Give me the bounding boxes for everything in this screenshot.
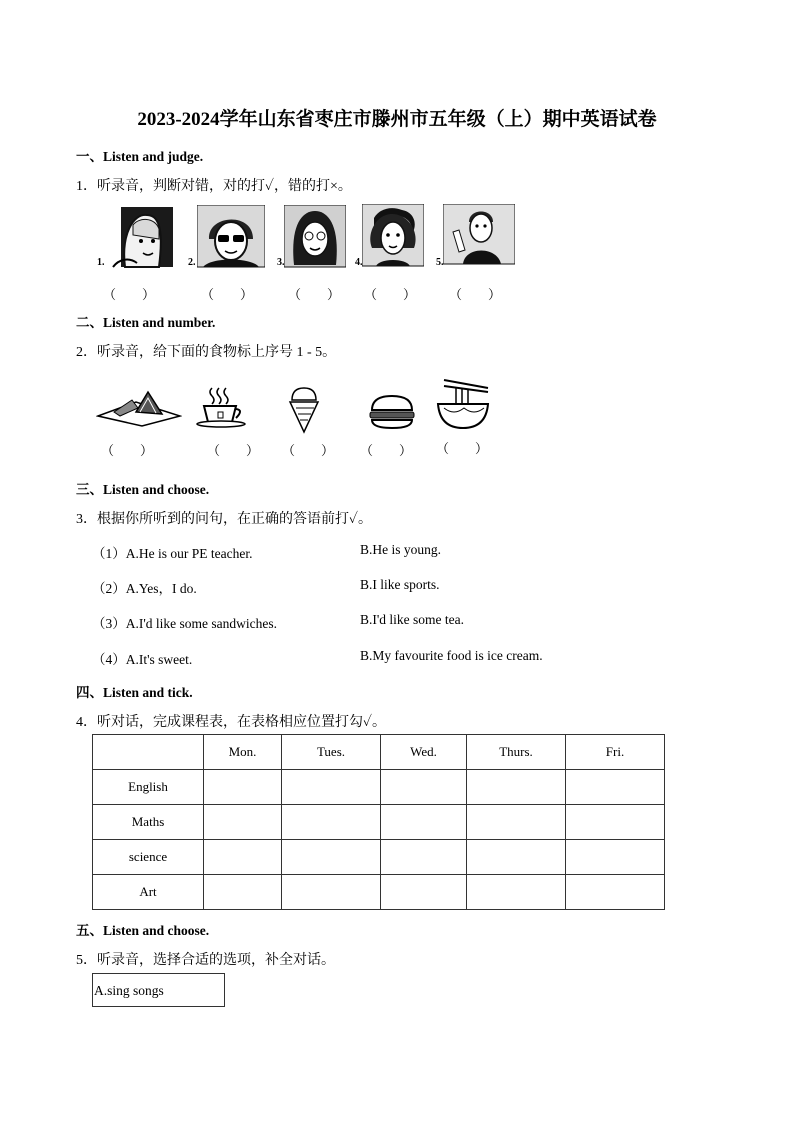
- table-header-row: [93, 735, 665, 770]
- table-row: [93, 805, 665, 840]
- option-b[interactable]: B.I like sports.: [360, 577, 440, 592]
- tick-cell[interactable]: [566, 840, 665, 875]
- section-4-heading: 四、Listen and tick.: [76, 685, 193, 700]
- section-3-heading: 三、Listen and choose.: [76, 482, 210, 497]
- tick-cell[interactable]: [566, 770, 665, 805]
- section-2-heading: 二、Listen and number.: [76, 315, 216, 330]
- tick-cell[interactable]: [467, 805, 566, 840]
- option-a[interactable]: （2）A.Yes，I do.: [92, 581, 197, 596]
- portrait-5-image: [443, 204, 515, 266]
- answer-blank[interactable]: （ ）: [207, 443, 260, 458]
- portrait-1-image: [103, 205, 175, 269]
- answer-blank[interactable]: （ ）: [201, 287, 254, 302]
- portrait-3-image: [284, 205, 346, 269]
- portrait-4-image: [362, 204, 424, 268]
- answer-blank[interactable]: （ ）: [360, 443, 413, 458]
- portrait-label-2: 2.: [188, 257, 196, 268]
- day-header: Wed.: [381, 735, 467, 770]
- question-1: 1．听录音，判断对错，对的打✓，错的打×。: [76, 179, 352, 194]
- tick-cell[interactable]: [467, 770, 566, 805]
- option-a-box[interactable]: A.sing songs: [92, 973, 225, 1007]
- subject-cell: science: [93, 840, 204, 875]
- tick-cell[interactable]: [566, 805, 665, 840]
- tick-cell[interactable]: [467, 875, 566, 910]
- day-header: Thurs.: [467, 735, 566, 770]
- tick-cell[interactable]: [381, 805, 467, 840]
- table-row: [93, 840, 665, 875]
- portrait-label-5: 5.: [436, 257, 444, 268]
- option-a[interactable]: （4）A.It's sweet.: [92, 652, 193, 667]
- ice-cream-icon: [284, 386, 324, 434]
- tea-cup-icon: [194, 386, 248, 428]
- option-b[interactable]: B.My favourite food is ice cream.: [360, 648, 543, 663]
- subject-cell: Maths: [93, 805, 204, 840]
- answer-blank[interactable]: （ ）: [101, 443, 154, 458]
- answer-blank[interactable]: （ ）: [364, 287, 417, 302]
- tick-cell[interactable]: [282, 770, 381, 805]
- tick-cell[interactable]: [282, 840, 381, 875]
- answer-blank[interactable]: （ ）: [449, 287, 502, 302]
- option-b[interactable]: B.He is young.: [360, 542, 441, 557]
- section-5-heading: 五、Listen and choose.: [76, 923, 210, 938]
- table-corner-cell: [93, 735, 204, 770]
- day-header: Fri.: [566, 735, 665, 770]
- table-row: [93, 770, 665, 805]
- answer-blank[interactable]: （ ）: [103, 287, 156, 302]
- subject-cell: English: [93, 770, 204, 805]
- tick-cell[interactable]: [381, 840, 467, 875]
- tick-cell[interactable]: [204, 875, 282, 910]
- option-b[interactable]: B.I'd like some tea.: [360, 612, 465, 627]
- tick-cell[interactable]: [381, 770, 467, 805]
- sandwich-icon: [96, 388, 182, 428]
- tick-cell[interactable]: [204, 770, 282, 805]
- answer-blank[interactable]: （ ）: [436, 441, 489, 456]
- subject-cell: Art: [93, 875, 204, 910]
- question-3: 3．根据你所听到的问句，在正确的答语前打✓。: [76, 512, 373, 527]
- question-5: 5．听录音，选择合适的选项，补全对话。: [76, 953, 335, 968]
- tick-cell[interactable]: [282, 805, 381, 840]
- question-2: 2．听录音，给下面的食物标上序号 1 - 5。: [76, 345, 337, 360]
- portrait-label-4: 4.: [355, 257, 363, 268]
- portrait-2-image: [197, 205, 265, 269]
- option-a[interactable]: （3）A.I'd like some sandwiches.: [92, 616, 278, 631]
- tick-cell[interactable]: [204, 840, 282, 875]
- option-a[interactable]: （1）A.He is our PE teacher.: [92, 546, 253, 561]
- section-1-heading: 一、Listen and judge.: [76, 149, 204, 164]
- page-title: 2023-2024学年山东省枣庄市滕州市五年级（上）期中英语试卷: [137, 109, 657, 130]
- portrait-label-3: 3.: [277, 257, 285, 268]
- question-4: 4．听对话，完成课程表，在表格相应位置打勾✓。: [76, 715, 387, 730]
- hamburger-icon: [368, 394, 416, 432]
- answer-blank[interactable]: （ ）: [282, 443, 335, 458]
- schedule-table: [92, 734, 665, 910]
- table-row: [93, 875, 665, 910]
- answer-blank[interactable]: （ ）: [288, 287, 341, 302]
- tick-cell[interactable]: [467, 840, 566, 875]
- day-header: Tues.: [282, 735, 381, 770]
- tick-cell[interactable]: [204, 805, 282, 840]
- tick-cell[interactable]: [566, 875, 665, 910]
- day-header: Mon.: [204, 735, 282, 770]
- tick-cell[interactable]: [282, 875, 381, 910]
- noodles-icon: [434, 376, 492, 432]
- portrait-label-1: 1.: [97, 257, 105, 268]
- tick-cell[interactable]: [381, 875, 467, 910]
